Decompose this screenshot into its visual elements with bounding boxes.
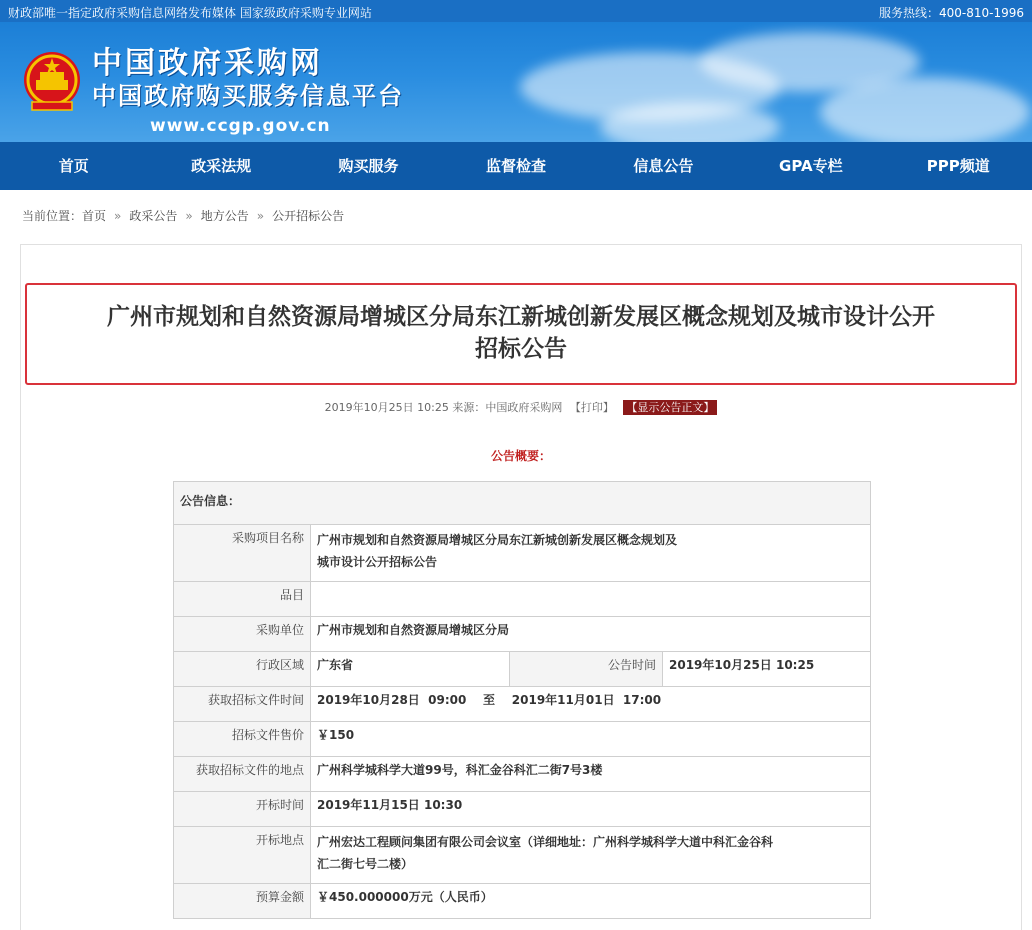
- breadcrumb-separator: »: [256, 209, 265, 223]
- region-value: 广东省: [311, 652, 510, 687]
- breadcrumb: [0, 198, 1032, 234]
- open-time-value: 2019年11月15日 10:30: [311, 792, 871, 827]
- get-docs-place-value: 广州科学城科学大道99号，科汇金谷科汇二街7号3楼: [311, 757, 871, 792]
- site-banner: [0, 22, 1032, 142]
- breadcrumb-separator: »: [114, 209, 122, 223]
- nav-home[interactable]: 首页: [58, 157, 89, 175]
- breadcrumb-local-notices[interactable]: 地方公告: [200, 209, 249, 223]
- print-link[interactable]: 【打印】: [569, 401, 614, 414]
- announcement-info-table: [173, 481, 871, 919]
- article-container: [20, 244, 1022, 930]
- nav-gpa[interactable]: GPA专栏: [779, 157, 843, 175]
- table-row: [174, 582, 871, 617]
- publish-time-label: 公告时间: [510, 652, 663, 687]
- breadcrumb-procurement-notices[interactable]: 政采公告: [129, 209, 178, 223]
- publish-time-value: 2019年10月25日 10:25: [663, 652, 871, 687]
- table-row: [174, 757, 871, 792]
- article-source: 来源：中国政府采购网: [452, 401, 563, 414]
- main-nav: [0, 142, 1032, 190]
- table-row: [174, 884, 871, 919]
- get-docs-time-value: 2019年10月28日 09:00 至 2019年11月01日 17:00: [311, 687, 871, 722]
- article-title-box: [25, 283, 1017, 385]
- table-row: [174, 617, 871, 652]
- summary-label: 公告概要：: [490, 449, 551, 463]
- breadcrumb-home[interactable]: 首页: [82, 209, 107, 223]
- site-subtitle: 中国政府购买服务信息平台: [92, 82, 404, 110]
- get-docs-place-label: 获取招标文件的地点: [174, 757, 311, 792]
- item-value: [311, 582, 871, 617]
- breadcrumb-label: 当前位置：: [22, 209, 83, 223]
- doc-price-label: 招标文件售价: [174, 722, 311, 757]
- article-date: 2019年10月25日 10:25: [324, 401, 449, 414]
- open-place-value: [311, 827, 871, 884]
- nav-announcements[interactable]: 信息公告: [633, 157, 694, 175]
- table-row: [174, 525, 871, 582]
- nav-purchase-service[interactable]: 购买服务: [338, 157, 399, 175]
- open-place-label: 开标地点: [174, 827, 311, 884]
- table-row: [174, 482, 871, 525]
- show-full-text-button[interactable]: 【显示公告正文】: [623, 400, 717, 415]
- table-row: [174, 722, 871, 757]
- nav-supervision[interactable]: 监督检查: [485, 157, 546, 175]
- top-slogan: 财政部唯一指定政府采购信息网络发布媒体 国家级政府采购专业网站: [8, 6, 372, 20]
- top-info-bar: [0, 0, 1032, 22]
- table-row: [174, 827, 871, 884]
- site-title: 中国政府采购网: [92, 46, 323, 81]
- budget-label: 预算金额: [174, 884, 311, 919]
- open-time-label: 开标时间: [174, 792, 311, 827]
- doc-price-value: ￥150: [311, 722, 871, 757]
- table-row: [174, 687, 871, 722]
- info-header: 公告信息：: [174, 482, 871, 525]
- banner-cloud: [820, 77, 1030, 142]
- project-name-value: [311, 525, 871, 582]
- item-label: 品目: [174, 582, 311, 617]
- site-url: www.ccgp.gov.cn: [150, 116, 331, 136]
- project-name-line1: 广州市规划和自然资源局增城区分局东江新城创新发展区概念规划及: [317, 533, 678, 547]
- open-place-line1: 广州宏达工程顾问集团有限公司会议室（详细地址：广州科学城科学大道中科汇金谷科: [317, 835, 774, 849]
- article-title-line1: 广州市规划和自然资源局增城区分局东江新城创新发展区概念规划及城市设计公开: [107, 304, 935, 330]
- nav-ppp[interactable]: PPP频道: [926, 157, 990, 175]
- project-name-line2: 城市设计公开招标公告: [317, 555, 438, 569]
- article-meta: [21, 399, 1021, 415]
- breadcrumb-open-tender[interactable]: 公开招标公告: [272, 209, 345, 223]
- breadcrumb-separator: »: [185, 209, 193, 223]
- buyer-value: 广州市规划和自然资源局增城区分局: [311, 617, 871, 652]
- national-emblem-icon: [22, 50, 82, 114]
- service-hotline: 服务热线：400-810-1996: [878, 6, 1024, 20]
- budget-value: ￥450.000000万元（人民币）: [311, 884, 871, 919]
- open-place-line2: 汇二街七号二楼）: [317, 857, 414, 871]
- region-label: 行政区域: [174, 652, 311, 687]
- nav-regulations[interactable]: 政采法规: [191, 157, 252, 175]
- article-title: [35, 301, 1007, 365]
- table-row: [174, 652, 871, 687]
- get-docs-time-label: 获取招标文件时间: [174, 687, 311, 722]
- article-title-line2: 招标公告: [475, 336, 567, 362]
- table-row: [174, 792, 871, 827]
- buyer-label: 采购单位: [174, 617, 311, 652]
- project-name-label: 采购项目名称: [174, 525, 311, 582]
